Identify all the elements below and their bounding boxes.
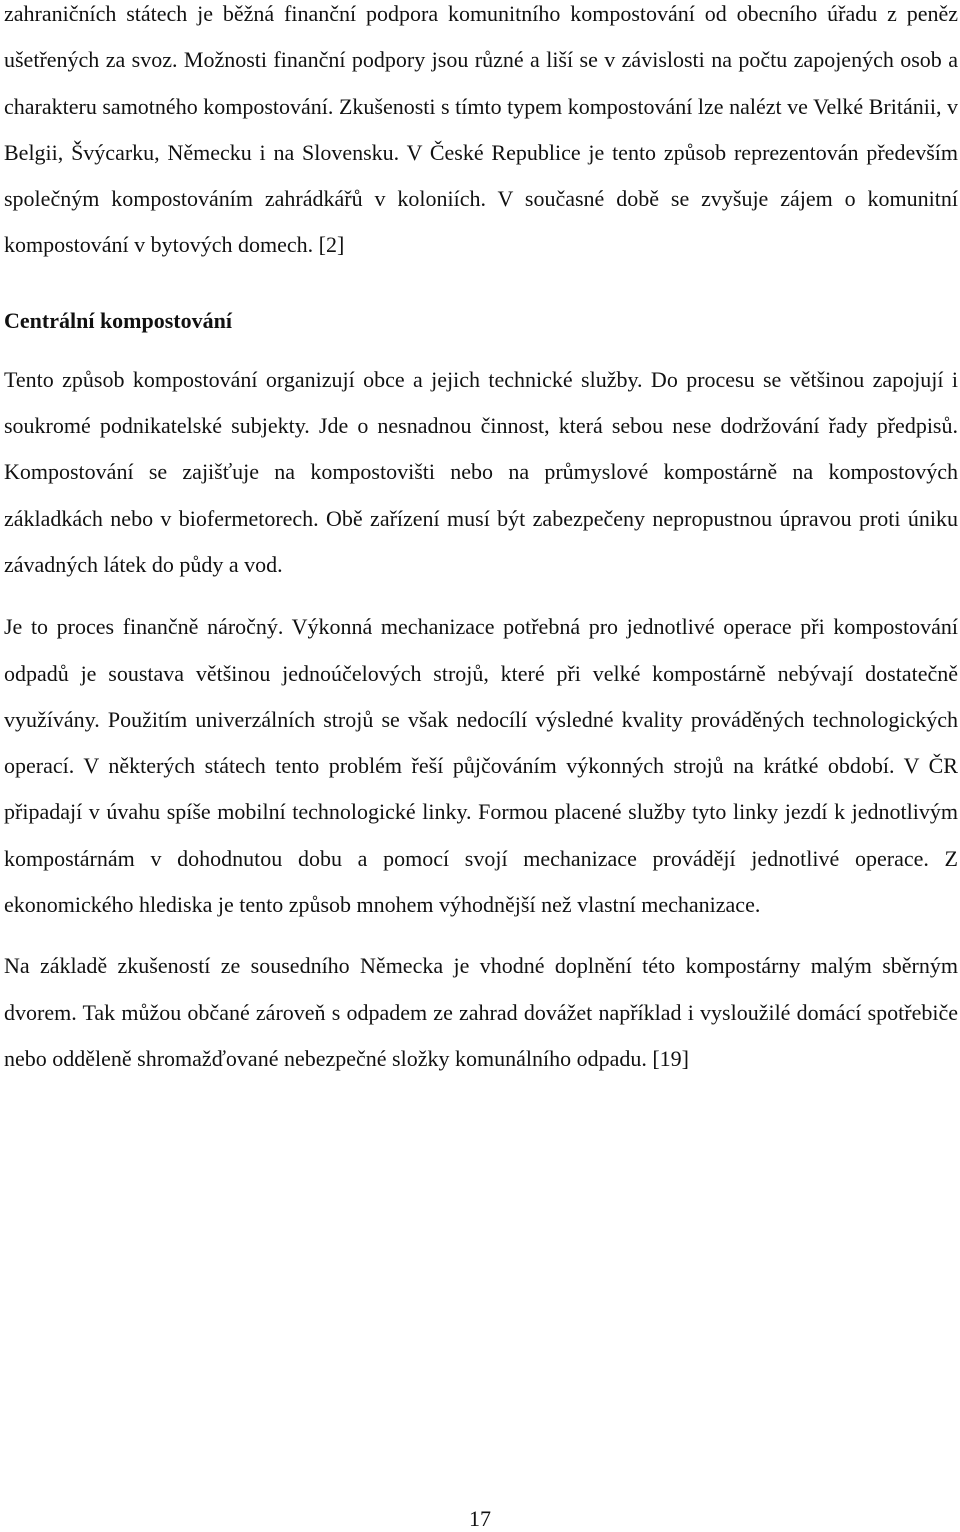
document-page (4, 0, 958, 1082)
page-number: 17 (469, 1506, 491, 1531)
paragraph-financial-demands: Je to proces finančně náročný. Výkonná mechanizace potřebná pro jednotlivé operace při kompostování odpadů je soustava většinou jednoúčelových strojů, které při velké kompostárně nebývají dostatečně využívány. Použitím univerzálních strojů se však nedocílí výsledné kvality prováděných technologických operací. V některých státech tento problém řeší půjčováním výkonných strojů na krátké období. V ČR připadají v úvahu spíše mobilní technologické linky. Formou placené služby tyto linky jezdí k jednotlivým kompostárnám v dohodnutou dobu a pomocí svojí mechanizace provádějí jednotlivé operace. Z ekonomického hlediska je tento způsob mnohem výhodnější než vlastní mechanizace. (4, 614, 958, 918)
paragraph-community-composting: zahraničních státech je běžná finanční podpora komunitního kompostování od obecního úřadu z peněz ušetřených za svoz. Možnosti finanční podpory jsou různé a liší se v závislosti na počtu zapojených osob a charakteru samotného kompostování. Zkušenosti s tímto typem kompostování lze nalézt ve Velké Británii, v Belgii, Švýcarku, Německu i na Slovensku. V České Republice je tento způsob reprezentován především společným kompostováním zahrádkářů v koloniích. V současné době se zvyšuje zájem o komunitní kompostování v bytových domech. [2] (4, 1, 958, 258)
paragraph-collection-yard: Na základě zkušeností ze sousedního Německa je vhodné doplnění této kompostárny malým sběrným dvorem. Tak můžou občané zároveň s odpadem ze zahrad dovážet například i vysloužilé domácí spotřebiče nebo odděleně shromažďované nebezpečné složky komunálního odpadu. [19] (4, 953, 958, 1071)
paragraph-central-composting: Tento způsob kompostování organizují obce a jejich technické služby. Do procesu se většinou zapojují i soukromé podnikatelské subjekty. Jde o nesnadnou činnost, která sebou nese dodržování řady předpisů. Kompostování se zajišťuje na kompostovišti nebo na průmyslové kompostárně na kompostových základkách nebo v biofermetorech. Obě zařízení musí být zabezpečeny nepropustnou úpravou proti úniku závadných látek do půdy a vod. (4, 366, 958, 577)
section-heading: Centrální kompostování (4, 307, 232, 333)
